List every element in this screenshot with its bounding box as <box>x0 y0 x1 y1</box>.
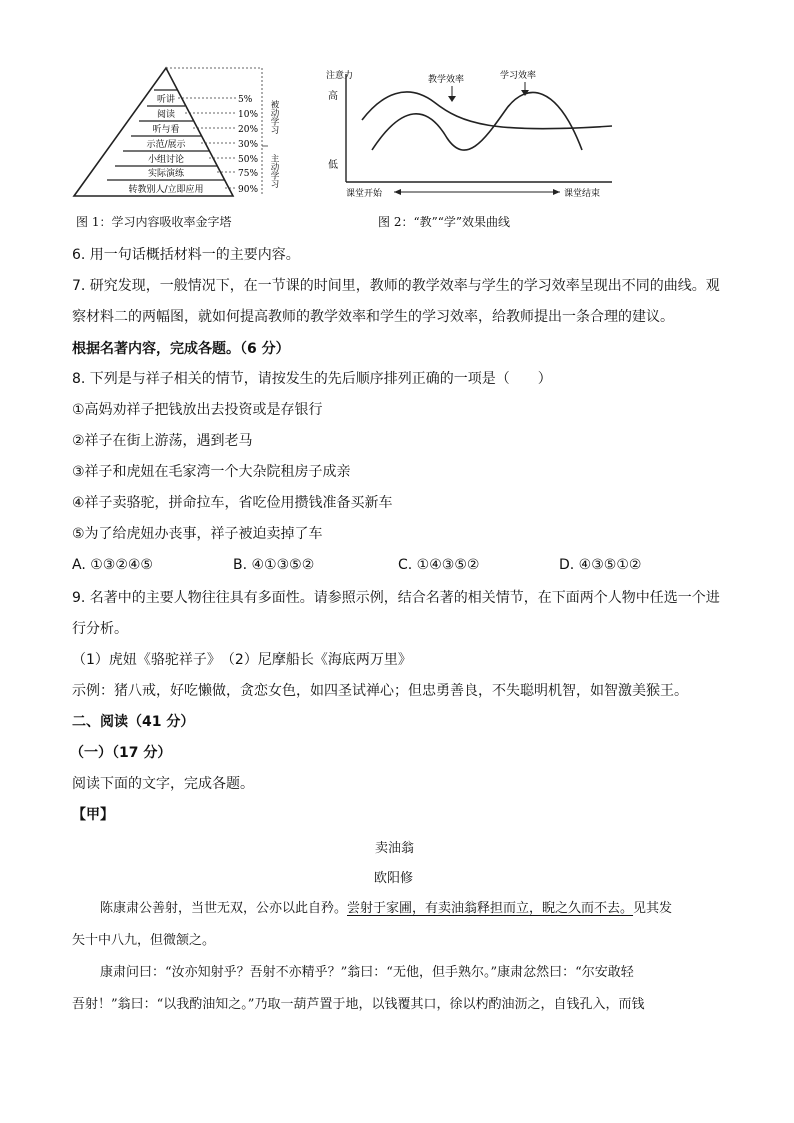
y-axis-low: 低 <box>328 160 338 171</box>
pyramid-level-1: 听讲 <box>156 95 176 105</box>
article-title: 卖油翁 <box>375 841 415 856</box>
question-6: 6. 用一句话概括材料一的主要内容。 <box>72 247 300 263</box>
x-axis-end: 课堂结束 <box>564 189 601 199</box>
article-p1-text-a: 陈康肃公善射，当世无双，公亦以此自矜。 <box>100 901 348 916</box>
y-axis-high: 高 <box>328 91 338 102</box>
article-paragraph-1-line-1 <box>100 899 672 919</box>
pyramid-level-3: 听与看 <box>152 125 180 135</box>
article-paragraph-2-line-2: 吾射！”翁曰：“以我酌油知之。”乃取一葫芦置于地，以钱覆其口，徐以杓酌油沥之，自钱孔入，而钱 <box>72 997 645 1012</box>
question-8-option-b: B. ④①③⑤② <box>233 557 315 573</box>
y-axis-title: 注意力 <box>326 71 354 81</box>
pyramid-level-6: 实际演练 <box>147 169 185 179</box>
question-8-item-3: ③祥子和虎妞在毛家湾一个大杂院租房子成亲 <box>72 464 351 480</box>
teaching-efficiency-curve <box>362 92 612 129</box>
pyramid-level-5: 小组讨论 <box>147 155 185 165</box>
question-9-line-1: 9. 名著中的主要人物往往具有多面性。请参照示例，结合名著的相关情节，在下面两个人物中任选一个进 <box>72 590 720 606</box>
article-author: 欧阳修 <box>374 871 414 886</box>
learning-efficiency-label: 学习效率 <box>500 71 537 81</box>
question-8-item-1: ①高妈劝祥子把钱放出去投资或是存银行 <box>72 402 323 418</box>
question-8-item-5: ⑤为了给虎妞办丧事，祥子被迫卖掉了车 <box>72 526 323 542</box>
percent-4: 30% <box>238 140 259 150</box>
question-8-option-c: C. ①④③⑤② <box>398 557 480 573</box>
article-paragraph-2-line-1: 康肃问曰：“汝亦知射乎？吾射不亦精乎？”翁曰：“无他，但手熟尔。”康肃忿然曰：“尔安敢轻 <box>100 965 634 980</box>
teaching-efficiency-label: 教学效率 <box>428 75 465 85</box>
figure-2-caption: 图 2：“教”“学”效果曲线 <box>378 215 510 229</box>
question-8-option-d: D. ④③⑤①② <box>559 557 642 573</box>
figure-1 <box>66 62 296 202</box>
question-8-option-a: A. ①③②④⑤ <box>72 557 153 573</box>
passage-jia-label: 【甲】 <box>72 807 114 823</box>
article-p1-text-b: 见其发 <box>633 901 673 916</box>
learning-curves-diagram <box>322 64 622 204</box>
figure-1-caption: 图 1：学习内容吸收率金字塔 <box>76 215 232 229</box>
subsection-1-heading: （一）（17 分） <box>70 745 172 761</box>
percent-5: 50% <box>238 155 259 165</box>
question-8-item-4: ④祥子卖骆驼，拼命拉车，省吃俭用攒钱准备买新车 <box>72 495 393 511</box>
x-axis-start: 课堂开始 <box>346 189 383 199</box>
percent-7: 90% <box>238 185 259 195</box>
percent-3: 20% <box>238 125 259 135</box>
question-7-line-2: 察材料二的两幅图，就如何提高教师的教学效率和学生的学习效率，给教师提出一条合理的建议。 <box>72 309 674 325</box>
question-7-line-1: 7. 研究发现，一般情况下，在一节课的时间里，教师的教学效率与学生的学习效率呈现出不同的曲线。观 <box>72 278 720 294</box>
passive-learning-label: 被动学习 <box>269 100 279 134</box>
section-mingzhu-heading: 根据名著内容，完成各题。（6 分） <box>72 341 290 357</box>
figure-2 <box>322 64 622 204</box>
pyramid-level-7: 转教别人/立即应用 <box>128 185 204 195</box>
pyramid-level-2: 阅读 <box>156 110 176 120</box>
question-9-example: 示例：猪八戒，好吃懒做，贪恋女色，如四圣试禅心；但忠勇善良，不失聪明机智，如智激美猴王。 <box>72 683 688 699</box>
reading-instruction: 阅读下面的文字，完成各题。 <box>72 776 254 792</box>
percent-1: 5% <box>238 95 253 105</box>
percent-6: 75% <box>238 169 259 179</box>
percent-2: 10% <box>238 110 259 120</box>
section-2-heading: 二、阅读（41 分） <box>72 714 195 730</box>
pyramid-diagram <box>66 62 296 202</box>
pyramid-level-4: 示范/展示 <box>146 140 186 150</box>
article-paragraph-1-line-2: 矢十中八九，但微颔之。 <box>72 933 216 948</box>
question-8-stem: 8. 下列是与祥子相关的情节，请按发生的先后顺序排列正确的一项是（ ） <box>72 371 552 387</box>
article-p1-underlined: 尝射于家圃，有卖油翁释担而立，睨之久而不去。 <box>347 901 634 916</box>
active-learning-label: 主动学习 <box>269 154 279 188</box>
question-8-item-2: ②祥子在街上游荡，遇到老马 <box>72 433 253 449</box>
question-9-choices: （1）虎妞《骆驼祥子》 （2）尼摩船长《海底两万里》 <box>72 652 412 668</box>
learning-efficiency-curve <box>372 92 582 150</box>
question-9-line-2: 行分析。 <box>72 621 128 637</box>
